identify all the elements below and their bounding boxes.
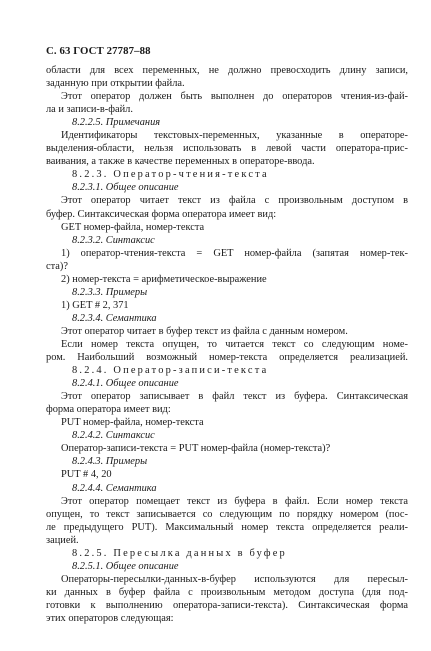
code-line: PUT # 4, 20: [61, 469, 112, 481]
text-line: 2) номер-текста = арифметическое-выражение: [61, 273, 267, 285]
page-header: С. 63 ГОСТ 27787–88: [46, 45, 151, 57]
text-line: Этот оператор записывает в файл текст из буфера. Синтаксическая: [61, 391, 408, 403]
section-heading: 8.2.3.3. Примеры: [72, 286, 148, 298]
section-heading: 8.2.4.4. Семантика: [72, 482, 157, 494]
section-heading: 8.2.4.1. Общее описание: [72, 378, 179, 390]
text-line: заданную при открытии файла.: [46, 78, 185, 90]
section-heading: 8.2.4.2. Синтаксис: [72, 430, 155, 442]
text-line: ром. Наибольший возможный номер-текста определяется реализацией.: [46, 352, 408, 364]
text-line: Операторы-пересылки-данных-в-буфер используются для пересыл-: [61, 573, 408, 585]
code-line: PUT номер-файла, номер-текста: [61, 417, 204, 429]
text-line: опущен, то текст записывается со следующим по порядку номером (пос-: [46, 508, 408, 520]
section-heading: 8.2.4. Оператор-записи-текста: [72, 365, 269, 377]
text-line: Этот оператор читает в буфер текст из файла с данным номером.: [61, 325, 348, 337]
section-heading: 8.2.3.2. Синтаксис: [72, 234, 155, 246]
section-heading: 8.2.4.3. Примеры: [72, 456, 148, 468]
section-heading: 8.2.5. Пересылка данных в буфер: [72, 547, 287, 559]
text-line: зацией.: [46, 534, 79, 546]
section-heading: 8.2.3.4. Семантика: [72, 312, 157, 324]
section-heading: 8.2.5.1. Общее описание: [72, 560, 179, 572]
text-line: 1) оператор-чтения-текста = GET номер-файла (запятая номер-тек-: [61, 247, 408, 259]
text-line: Этот оператор помещает текст из буфера в файл. Если номер текста: [61, 495, 408, 507]
text-line: области для всех переменных, не должно превосходить длину записи,: [46, 65, 408, 76]
text-line: Идентификаторы текстовых-переменных, указанные в операторе-: [61, 130, 408, 142]
section-heading: 8.2.2.5. Примечания: [72, 117, 161, 129]
text-line: Этот оператор читает текст из файла с произвольным доступом в: [61, 195, 408, 207]
text-line: этих операторов следующая:: [46, 612, 174, 624]
code-line: GET номер-файла, номер-текста: [61, 221, 205, 233]
text-line: выделения-области, нельзя использовать в левой части оператора-прис-: [46, 143, 408, 155]
section-heading: 8.2.3. Оператор-чтения-текста: [72, 169, 269, 181]
text-line: ста)?: [46, 260, 68, 272]
text-line: буфер. Синтаксическая форма оператора имеет вид:: [46, 208, 277, 220]
body-text: [46, 64, 408, 625]
text-line: Если номер текста опущен, то читается текст со следующим номе-: [61, 338, 408, 350]
text-line: ки данных в буфер файла с произвольным методом доступа (для под-: [46, 586, 408, 598]
section-heading: 8.2.3.1. Общее описание: [72, 182, 179, 194]
text-line: ле предыдущего PUT). Максимальный номер текста определяется реали-: [46, 521, 408, 533]
text-line: Этот оператор должен быть выполнен до операторов чтения-из-фай-: [61, 91, 408, 103]
text-line: Оператор-записи-текста = PUT номер-файла (номер-текста)?: [61, 443, 331, 455]
text-line: готовки к выполнению оператора-записи-текста). Синтаксическая форма: [46, 599, 408, 611]
code-line: 1) GET # 2, 371: [61, 299, 129, 311]
text-line: форма оператора имеет вид:: [46, 404, 171, 416]
text-line: ла и записи-в-файл.: [46, 104, 133, 116]
text-line: ваивания, а также в качестве переменных в операторе-ввода.: [46, 156, 315, 168]
